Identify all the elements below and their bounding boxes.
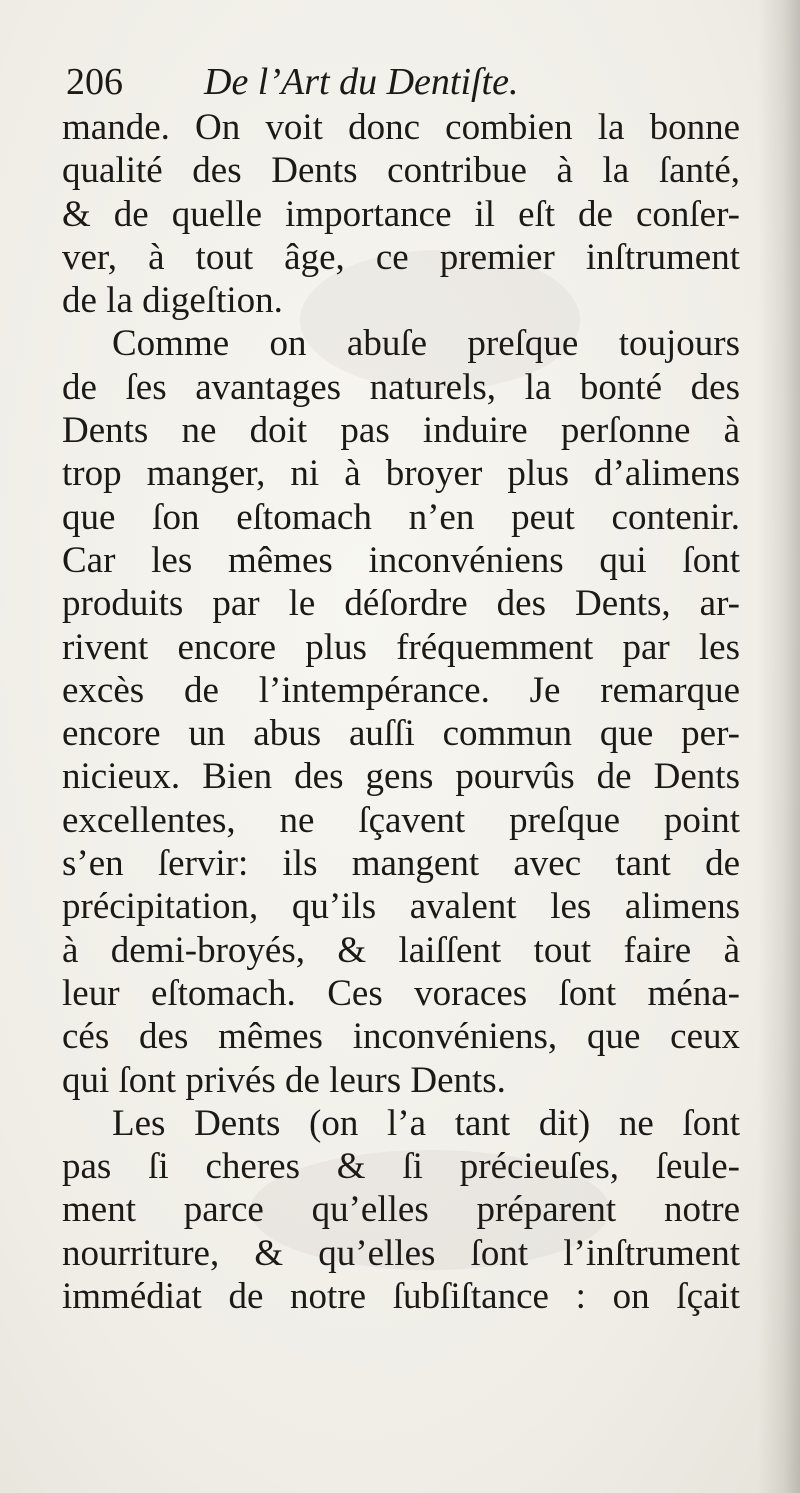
paragraph — [62, 106, 740, 322]
paragraph — [62, 1102, 740, 1318]
text-line: ment parce qu’elles préparent notre — [62, 1189, 740, 1231]
text-line: cés des mêmes inconvéniens, que ceux — [62, 1016, 740, 1058]
text-line: Car les mêmes inconvéniens qui ſont — [62, 539, 740, 581]
text-line: précipitation, qu’ils avalent les alimens — [62, 886, 740, 928]
text-line: pas ſi cheres & ſi précieuſes, ſeule- — [62, 1146, 740, 1188]
text-line: nicieux. Bien des gens pourvûs de Dents — [62, 756, 740, 798]
text-line: mande. On voit donc combien la bonne — [62, 107, 740, 148]
text-line: rivent encore plus fréquemment par les — [62, 626, 740, 668]
page-header — [66, 58, 746, 106]
text-line: de ſes avantages naturels, la bonté des — [62, 366, 740, 408]
text-line: nourriture, & qu’elles ſont l’inſtrument — [62, 1232, 740, 1274]
text-line: Dents ne doit pas induire perſonne à — [62, 410, 740, 452]
text-line: & de quelle importance il eſt de conſer- — [62, 193, 740, 235]
text-line: leur eſtomach. Ces voraces ſont ména- — [62, 972, 740, 1014]
text-line: que ſon eſtomach n’en peut contenir. — [62, 496, 740, 538]
text-line: immédiat de notre ſubſiſtance : on ſçait — [62, 1276, 740, 1318]
running-title: De l’Art du Dentiſte. — [204, 61, 519, 103]
body-text — [62, 106, 740, 1318]
text-line: Les Dents (on l’a tant dit) ne ſont — [112, 1102, 740, 1144]
text-line: encore un abus auſſi commun que per- — [62, 713, 740, 755]
page-edge-shadow — [758, 0, 800, 1493]
text-line: ver, à tout âge, ce premier inſtrument — [62, 236, 740, 278]
text-line: trop manger, ni à broyer plus d’alimens — [62, 453, 740, 495]
text-line: excès de l’intempérance. Je remarque — [62, 669, 740, 711]
text-line: de la digeſtion. — [62, 280, 283, 322]
text-line: produits par le déſordre des Dents, ar- — [62, 583, 740, 625]
text-line: excellentes, ne ſçavent preſque point — [62, 799, 740, 841]
text-line: Comme on abuſe preſque toujours — [112, 323, 740, 365]
paragraph — [62, 322, 740, 1101]
text-line: à demi-broyés, & laiſſent tout faire à — [62, 929, 740, 971]
text-line: qualité des Dents contribue à la ſanté, — [62, 150, 740, 192]
text-line: s’en ſervir: ils mangent avec tant de — [62, 843, 740, 885]
text-line: qui ſont privés de leurs Dents. — [62, 1059, 506, 1101]
page-number: 206 — [66, 61, 123, 103]
